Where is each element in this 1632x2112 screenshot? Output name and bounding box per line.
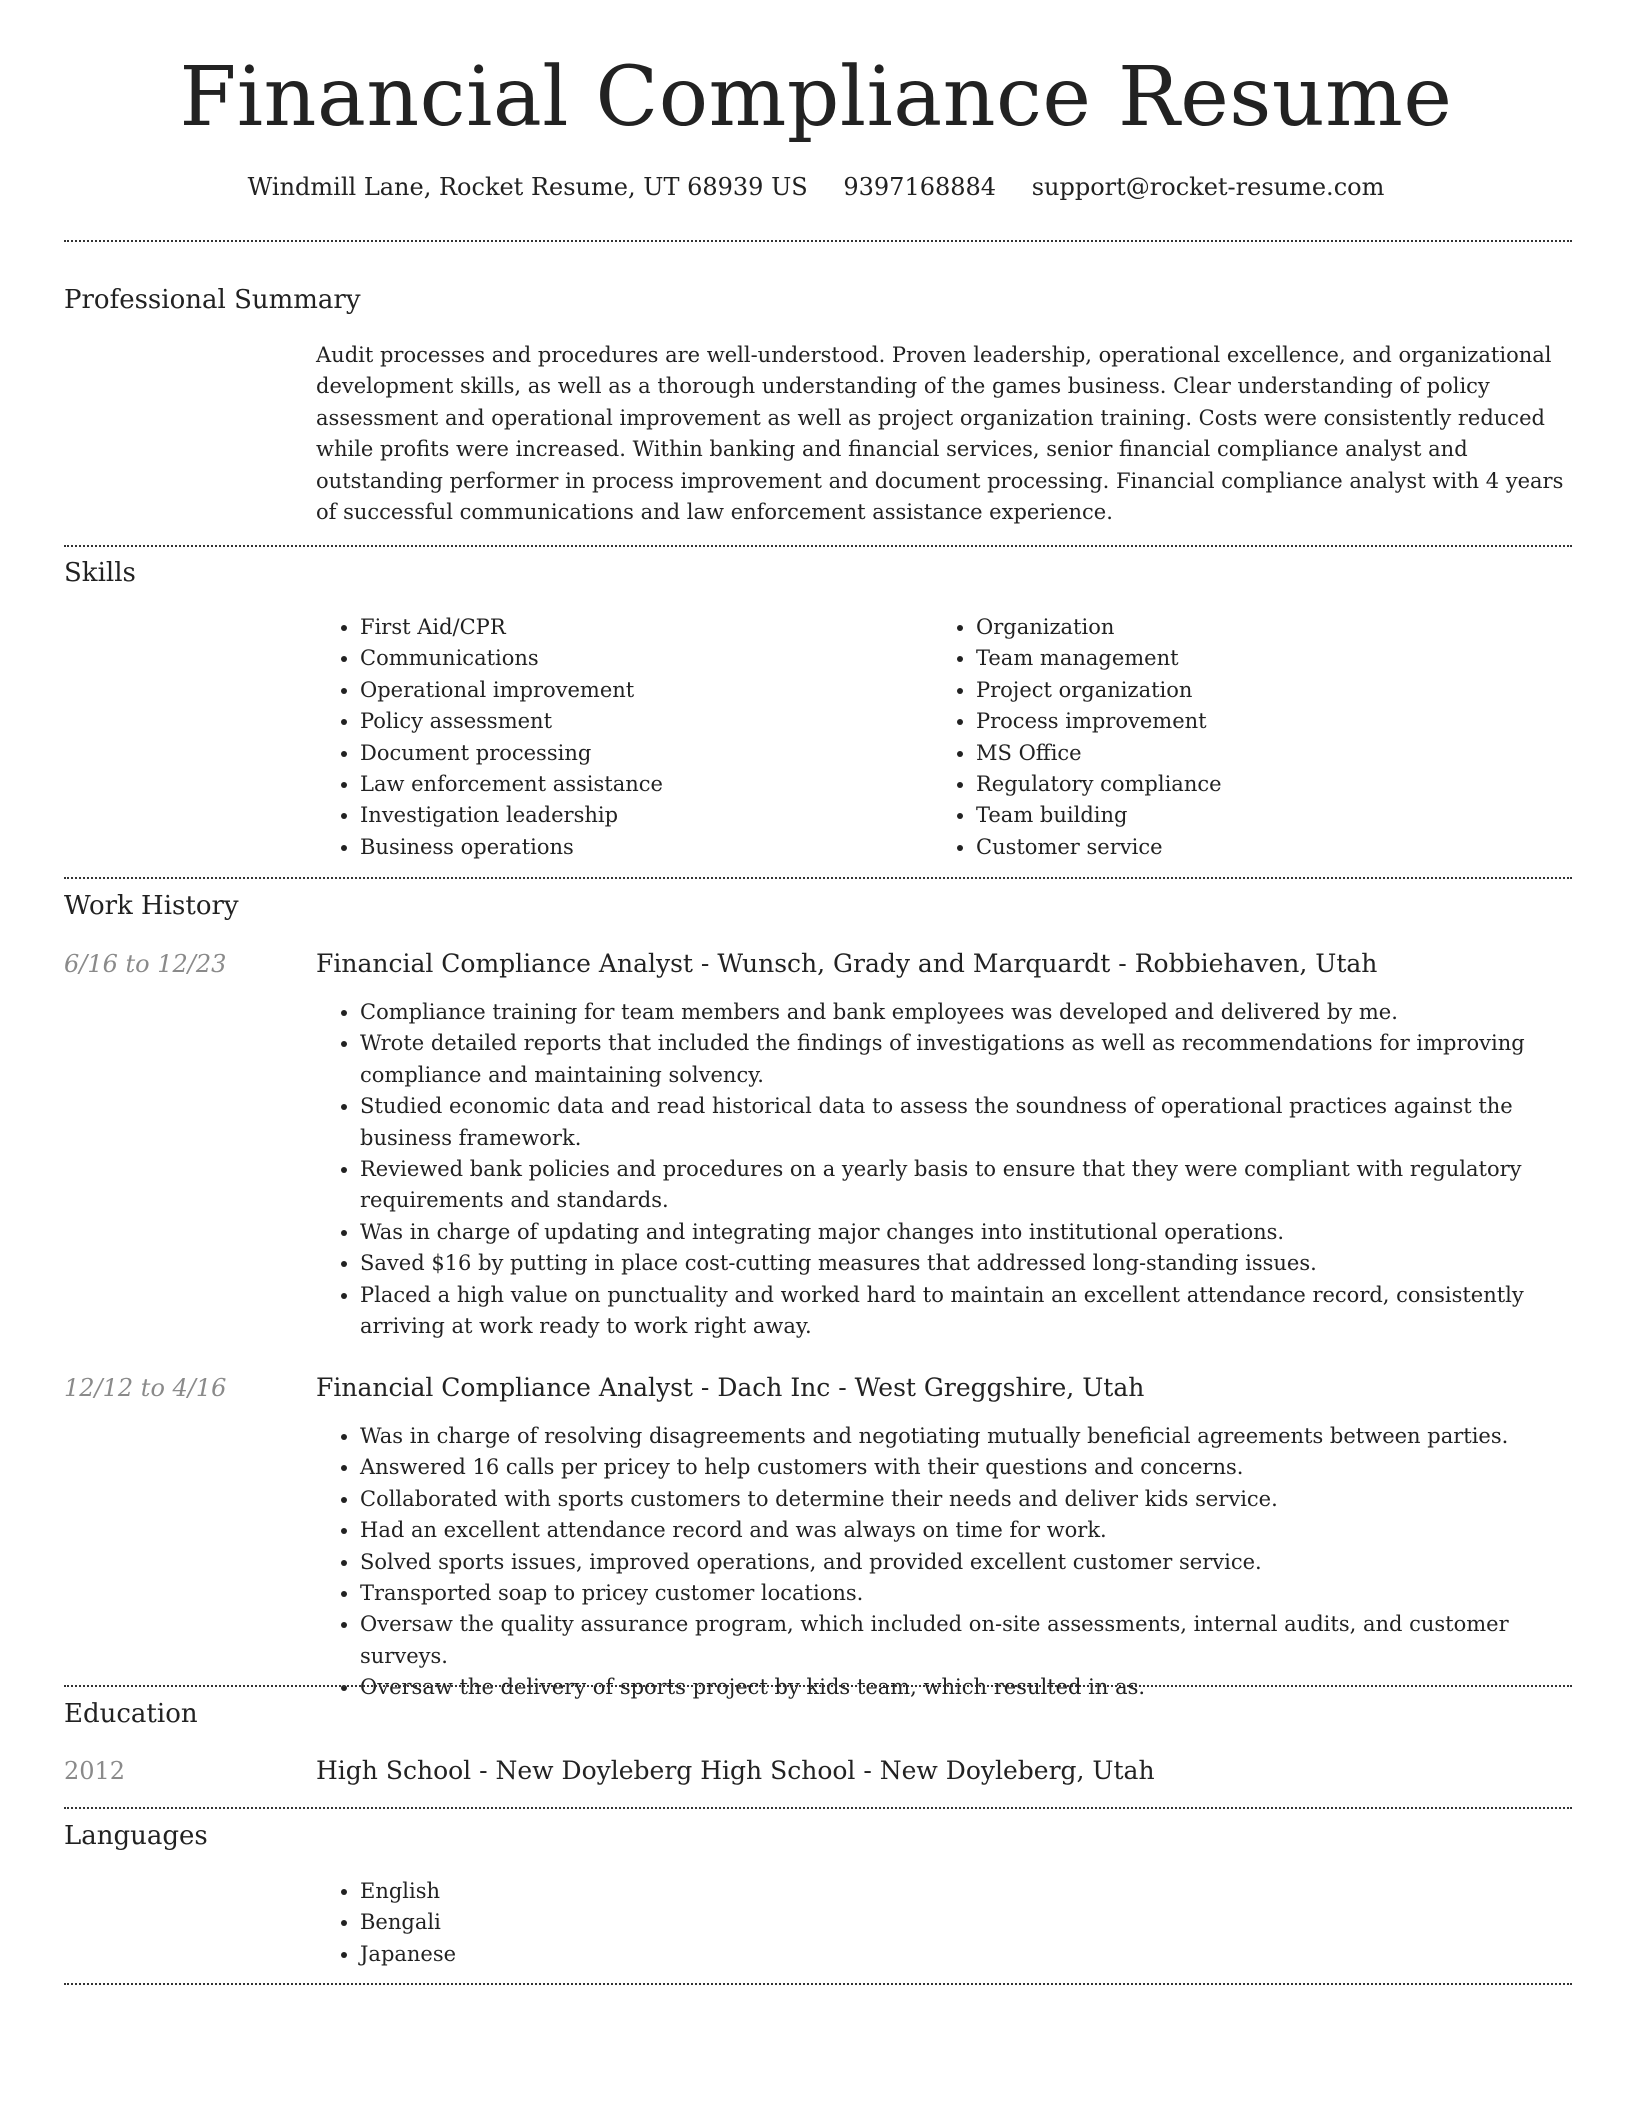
job-dates: 6/16 to 12/23	[64, 950, 227, 978]
section-divider	[64, 240, 1572, 242]
list-item: • Team management	[976, 643, 1576, 674]
languages-list	[316, 1876, 960, 1970]
section-divider	[64, 1685, 1572, 1687]
list-item: • Transported soap to pricey customer locations.	[360, 1578, 1592, 1609]
contact-address: Windmill Lane, Rocket Resume, UT 68939 US	[247, 173, 808, 201]
list-item: • Project organization	[976, 675, 1576, 706]
job-bullets	[316, 1421, 1592, 1704]
list-item: • Operational improvement	[360, 675, 920, 706]
list-item: • Business operations	[360, 832, 920, 863]
list-item: • Oversaw the delivery of sports project by kids team, which resulted in as.	[360, 1672, 1592, 1703]
list-item: • Saved $16 by putting in place cost-cutting measures that addressed long-standing issues.	[360, 1248, 1592, 1279]
list-item: • Organization	[976, 612, 1576, 643]
list-item: • Bengali	[360, 1907, 960, 1938]
skills-heading: Skills	[64, 558, 136, 588]
list-item: • Had an excellent attendance record and was always on time for work.	[360, 1515, 1592, 1546]
skills-list-left	[316, 612, 920, 863]
languages-heading: Languages	[64, 1821, 208, 1851]
list-item: • Japanese	[360, 1939, 960, 1970]
skills-list-right	[932, 612, 1576, 863]
job-dates: 12/12 to 4/16	[64, 1374, 227, 1402]
list-item: • Regulatory compliance	[976, 769, 1576, 800]
contact-email: support@rocket-resume.com	[1031, 173, 1385, 201]
section-divider	[64, 1807, 1572, 1809]
list-item: • Placed a high value on punctuality and worked hard to maintain an excellent attendance record, consistently arriving at work ready to work right away.	[360, 1280, 1592, 1343]
section-divider	[64, 545, 1572, 547]
list-item: • English	[360, 1876, 960, 1907]
section-divider	[64, 1983, 1572, 1985]
list-item: • Reviewed bank policies and procedures on a yearly basis to ensure that they were compliant with regulatory requirements and standards.	[360, 1154, 1592, 1217]
resume-title: Financial Compliance Resume	[179, 50, 1453, 145]
contact-line	[0, 170, 1632, 204]
summary-heading: Professional Summary	[64, 285, 361, 315]
list-item: • Oversaw the quality assurance program, which included on-site assessments, internal audits, and customer surveys.	[360, 1609, 1592, 1672]
contact-phone: 9397168884	[843, 173, 997, 201]
list-item: • Policy assessment	[360, 706, 920, 737]
list-item: • Document processing	[360, 738, 920, 769]
list-item: • Collaborated with sports customers to determine their needs and deliver kids service.	[360, 1484, 1592, 1515]
work-heading: Work History	[64, 891, 239, 921]
list-item: • Team building	[976, 800, 1576, 831]
education-heading: Education	[64, 1699, 198, 1729]
list-item: • First Aid/CPR	[360, 612, 920, 643]
job-title: Financial Compliance Analyst - Dach Inc - West Greggshire, Utah	[316, 1373, 1145, 1402]
list-item: • Process improvement	[976, 706, 1576, 737]
education-year: 2012	[64, 1757, 126, 1785]
summary-text: Audit processes and procedures are well-understood. Proven leadership, operational excellence, and organizational development skills, as well as a thorough understanding of the games business. Clear understanding of policy assessment and operational improvement as well as project organization training. Costs were consistently reduced while profits were increased. Within banking and financial services, senior financial compliance analyst and outstanding performer in process improvement and document processing. Financial compliance analyst with 4 years of successful communications and law enforcement assistance experience.	[316, 343, 1564, 525]
list-item: • Was in charge of updating and integrating major changes into institutional operations.	[360, 1217, 1592, 1248]
job-title: Financial Compliance Analyst - Wunsch, Grady and Marquardt - Robbiehaven, Utah	[316, 949, 1378, 978]
job-bullets	[316, 997, 1592, 1342]
list-item: • Customer service	[976, 832, 1576, 863]
list-item: • Studied economic data and read historical data to assess the soundness of operational practices against the business framework.	[360, 1091, 1592, 1154]
list-item: • Communications	[360, 643, 920, 674]
list-item: • MS Office	[976, 738, 1576, 769]
list-item: • Solved sports issues, improved operations, and provided excellent customer service.	[360, 1547, 1592, 1578]
list-item: • Law enforcement assistance	[360, 769, 920, 800]
education-entry: High School - New Doyleberg High School - New Doyleberg, Utah	[316, 1756, 1155, 1785]
list-item: • Investigation leadership	[360, 800, 920, 831]
list-item: • Compliance training for team members and bank employees was developed and delivered by me.	[360, 997, 1592, 1028]
list-item: • Answered 16 calls per pricey to help customers with their questions and concerns.	[360, 1452, 1592, 1483]
list-item: • Wrote detailed reports that included the findings of investigations as well as recommendations for improving compliance and maintaining solvency.	[360, 1028, 1592, 1091]
list-item: • Was in charge of resolving disagreements and negotiating mutually beneficial agreements between parties.	[360, 1421, 1592, 1452]
section-divider	[64, 877, 1572, 879]
